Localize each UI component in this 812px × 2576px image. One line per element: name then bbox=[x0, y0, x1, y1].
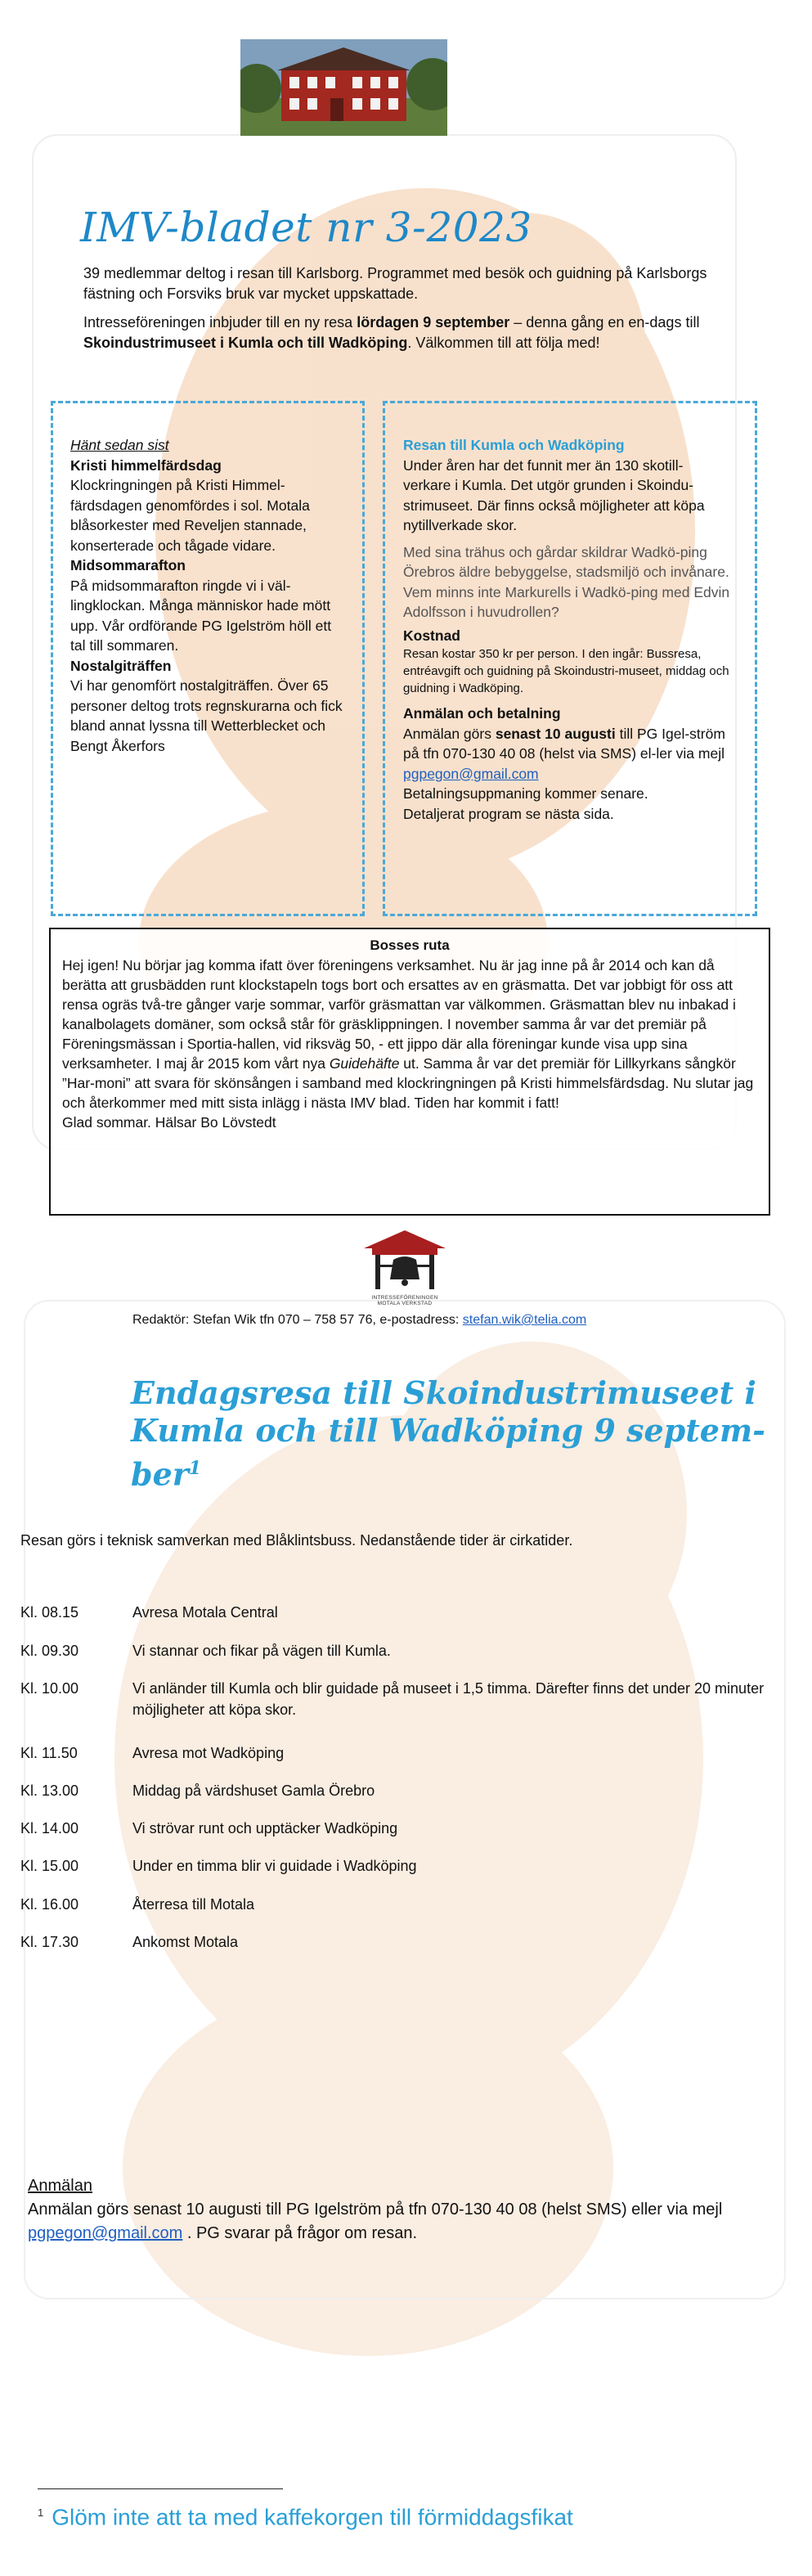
bosse-box bbox=[49, 928, 770, 1216]
bell-tower-icon bbox=[356, 1225, 454, 1291]
schedule-time: Kl. 08.15 bbox=[20, 1604, 79, 1621]
bosse-signoff: Glad sommar. Hälsar Bo Lövstedt bbox=[62, 1114, 276, 1131]
signup-email-link-2[interactable]: pgpegon@gmail.com bbox=[28, 2224, 183, 2242]
signup-body: Anmälan görs senast 10 augusti till PG Igel-ström på tfn 070-130 40 08 (helst via SMS) el-ler via mejl pgpegon@gmail.com bbox=[403, 725, 725, 782]
schedule-desc: Vi strövar runt och upptäcker Wadköping bbox=[132, 1820, 398, 1836]
program-note: Detaljerat program se nästa sida. bbox=[403, 805, 614, 822]
schedule-time: Kl. 10.00 bbox=[20, 1680, 79, 1697]
cost-title: Kostnad bbox=[403, 627, 460, 644]
section-body-kristi: Klockringningen på Kristi Himmel-färdsdagen genomfördes i sol. Motala blåsorkester med Reveljen stannade, konserterade och tågade vidare. bbox=[70, 477, 310, 554]
header-house-photo bbox=[240, 39, 447, 136]
schedule-time: Kl. 16.00 bbox=[20, 1896, 79, 1913]
signup-title: Anmälan och betalning bbox=[403, 705, 561, 722]
section-title-nostalgi: Nostalgiträffen bbox=[70, 657, 172, 674]
section-title-kristi: Kristi himmelfärdsdag bbox=[70, 456, 222, 474]
schedule-desc: Återresa till Motala bbox=[132, 1896, 255, 1913]
editor-line: Redaktör: Stefan Wik tfn 070 – 758 57 76, e-postadress: stefan.wik@telia.com bbox=[132, 1313, 587, 1327]
association-logo bbox=[352, 1225, 458, 1306]
section-body-nostalgi: Vi har genomfört nostalgiträffen. Över 65 personer deltog trots regnskurarna och fick bland annat lyssna till Wetterblecket och Bengt Åkerfors bbox=[70, 677, 343, 754]
trip-program-title: Endagsresa till Skoindustrimuseet i Kumla och till Wadköping 9 septem-ber$^1$ bbox=[131, 1374, 765, 1493]
intro-paragraph-2: Intresseföreningen inbjuder till en ny resa lördagen 9 september – denna gång en en-dags till Skoindustrimuseet i Kumla och till Wadköping. Välkommen till att följa med! bbox=[83, 314, 700, 351]
schedule-desc: Vi stannar och fikar på vägen till Kumla. bbox=[132, 1643, 391, 1659]
footnote-divider bbox=[38, 2488, 283, 2489]
signup-text: Anmälan görs senast 10 augusti till PG Igelström på tfn 070-130 40 08 (helst SMS) eller via mejl pgpegon@gmail.com . PG svarar på frågor om resan. bbox=[28, 2201, 723, 2242]
schedule-time: Kl. 17.30 bbox=[20, 1934, 79, 1950]
schedule-time: Kl. 09.30 bbox=[20, 1643, 79, 1659]
schedule-desc: Ankomst Motala bbox=[132, 1934, 239, 1950]
editor-email-link[interactable]: stefan.wik@telia.com bbox=[462, 1313, 587, 1327]
bosse-title: Bosses ruta bbox=[370, 937, 450, 953]
schedule-desc: Avresa Motala Central bbox=[132, 1604, 278, 1621]
footnote-ref: 1 bbox=[188, 1458, 202, 1479]
bosse-body: Hej igen! Nu börjar jag komma ifatt över föreningens verksamhet. Nu är jag inne på år 2014 och kan då berätta att grusbädden runt klockstapeln togs bort och ersattes av en gräsmatta. Det var jobbigt för oss att rensa ogräs två-tre gånger varje sommar, varför gräsmattan var välkommen. Gräsmattan blev nu inbakad i kanalbolagets domäner, som också står för gräsklippningen. I november samma år var det premiär på Föreningsmässan i Sportia-hallen, vid riksväg 50, - ett jippo där alla föreningar kunde visa upp sina verksamheter. I maj år 2015 kom vårt nya Guidehäfte ut. Samma år var det premiär för Lillkyrkans sångkör ”Har-moni” att svara för skönsången i samband med klockringningen på Kristi himmelsfärdsdag. Nu slutar jag och återkommer med mitt sista inlägg i nästa IMV blad. Tiden har kommit i fatt! bbox=[62, 957, 754, 1111]
schedule-desc: Vi anländer till Kumla och blir guidade på museet i 1,5 timma. Därefter finns det under 20 minuter möjligheter att köpa skor. bbox=[132, 1680, 765, 1718]
footnote-number: 1 bbox=[38, 2506, 44, 2519]
schedule-time: Kl. 13.00 bbox=[20, 1783, 79, 1799]
cost-body: Resan kostar 350 kr per person. I den ingår: Bussresa, entréavgift och guidning på Skoindustri-museet, middag och guidning i Wadköping. bbox=[403, 647, 729, 695]
footnote-text: Glöm inte att ta med kaffekorgen till förmiddagsfikat bbox=[52, 2504, 573, 2530]
payment-note: Betalningsuppmaning kommer senare. bbox=[403, 785, 648, 802]
logo-line-1: INTRESSEFÖRENINGEN bbox=[371, 1295, 438, 1301]
schedule-time: Kl. 14.00 bbox=[20, 1820, 79, 1836]
newsletter-title: IMV-bladet nr 3-2023 bbox=[80, 204, 532, 251]
trip-paragraph-2: Med sina trähus och gårdar skildrar Wadkö-ping Örebros äldre bebyggelse, stadsmiljö och invånare. Vem minns inte Markurells i Wadkö-ping med Edvin Adolfsson i huvudrollen? bbox=[403, 543, 730, 620]
intro-section bbox=[83, 263, 738, 362]
intro-paragraph-1: 39 medlemmar deltog i resan till Karlsborg. Programmet med besök och guidning på Karlsborgs fästning och Forsviks bruk var mycket uppskattade. bbox=[83, 265, 707, 302]
signup-section bbox=[28, 2174, 780, 2246]
logo-line-2: MOTALA VERKSTAD bbox=[377, 1301, 433, 1306]
schedule-desc: Under en timma blir vi guidade i Wadköping bbox=[132, 1858, 417, 1874]
right-trip-content bbox=[403, 435, 730, 824]
trip-paragraph-1: Under åren har det funnit mer än 130 skotill-verkare i Kumla. Det utgör grunden i Skoindu-strimuseet. Där finns också möjligheter att köpa nytillverkade skor. bbox=[403, 456, 705, 533]
section-title-midsommar: Midsommarafton bbox=[70, 557, 186, 573]
trip-program-intro: Resan görs i teknisk samverkan med Blåklintsbuss. Nedanstående tider är cirkatider. bbox=[20, 1532, 573, 1549]
schedule-time: Kl. 11.50 bbox=[20, 1745, 78, 1761]
trip-heading: Resan till Kumla och Wadköping bbox=[403, 437, 625, 453]
schedule-desc: Avresa mot Wadköping bbox=[132, 1745, 285, 1761]
schedule-desc: Middag på värdshuset Gamla Örebro bbox=[132, 1783, 375, 1799]
schedule-time: Kl. 15.00 bbox=[20, 1858, 79, 1874]
signup-heading: Anmälan bbox=[28, 2177, 92, 2195]
signup-email-link[interactable]: pgpegon@gmail.com bbox=[403, 765, 539, 782]
section-body-midsommar: På midsommarafton ringde vi i väl-lingklockan. Många människor hade mött upp. Vår ordförande PG Igelström höll ett tal till sommaren. bbox=[70, 577, 332, 654]
left-column-heading: Hänt sedan sist bbox=[70, 437, 169, 453]
left-news-content bbox=[70, 435, 348, 756]
footnote bbox=[38, 2498, 573, 2532]
